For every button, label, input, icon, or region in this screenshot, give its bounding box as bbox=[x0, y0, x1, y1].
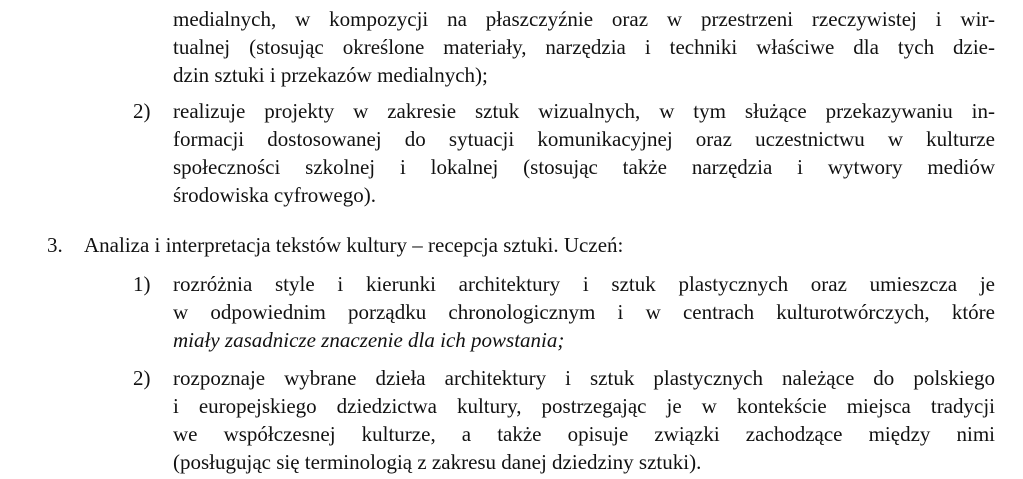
text-line: i europejskiego dziedzictwa kultury, postrzegając je w kontekście miejsca tradycji bbox=[173, 394, 995, 418]
text-line: w odpowiednim porządku chronologicznym i w centrach kulturotwórczych, które bbox=[173, 300, 995, 324]
text-line: rozpoznaje wybrane dzieła architektury i sztuk plastycznych należące do polskiego bbox=[173, 366, 995, 390]
list-item-paragraph bbox=[173, 97, 995, 209]
continuation-paragraph bbox=[173, 5, 995, 89]
list-item-paragraph bbox=[173, 364, 995, 476]
section-title: Analiza i interpretacja tekstów kultury – recepcja sztuki. Uczeń: bbox=[84, 233, 624, 257]
list-item-number: 1) bbox=[133, 272, 151, 296]
list-item-paragraph bbox=[173, 270, 995, 354]
section-number: 3. bbox=[47, 233, 63, 257]
text-line: (posługując się terminologią z zakresu danej dziedziny sztuki). bbox=[173, 450, 702, 474]
text-line: środowiska cyfrowego). bbox=[173, 183, 376, 207]
text-line: tualnej (stosując określone materiały, narzędzia i techniki właściwe dla tych dzie- bbox=[173, 35, 995, 59]
text-line: medialnych, w kompozycji na płaszczyźnie oraz w przestrzeni rzeczywistej i wir- bbox=[173, 7, 995, 31]
text-line: formacji dostosowanej do sytuacji komunikacyjnej oraz uczestnictwu w kulturze bbox=[173, 127, 995, 151]
text-line: miały zasadnicze znaczenie dla ich powstania; bbox=[173, 328, 565, 352]
text-line: we współczesnej kulturze, a także opisuje związki zachodzące między nimi bbox=[173, 422, 995, 446]
list-item-number: 2) bbox=[133, 99, 151, 123]
text-line: społeczności szkolnej i lokalnej (stosując także narzędzia i wytwory mediów bbox=[173, 155, 995, 179]
text-line: dzin sztuki i przekazów medialnych); bbox=[173, 63, 488, 87]
text-line: rozróżnia style i kierunki architektury i sztuk plastycznych oraz umieszcza je bbox=[173, 272, 995, 296]
text-line: realizuje projekty w zakresie sztuk wizualnych, w tym służące przekazywaniu in- bbox=[173, 99, 995, 123]
list-item-number: 2) bbox=[133, 366, 151, 390]
